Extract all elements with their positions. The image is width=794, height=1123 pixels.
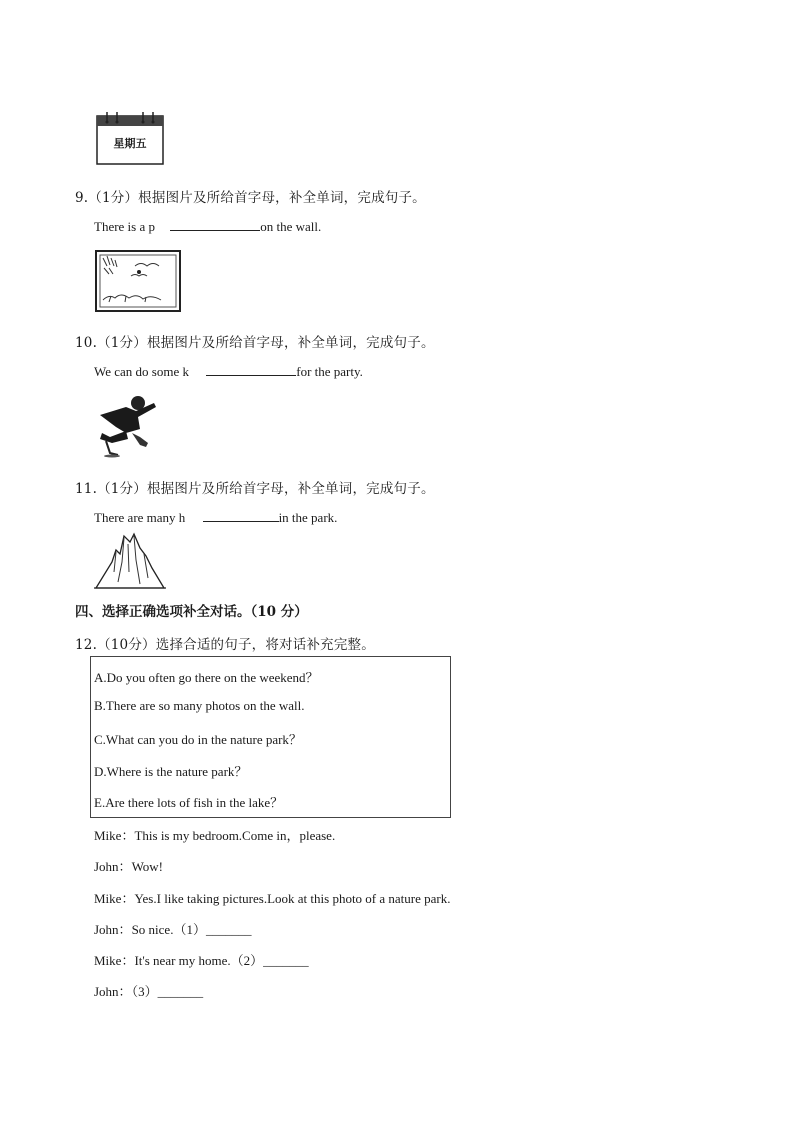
option-b: B.There are so many photos on the wall.	[94, 698, 305, 713]
dialogue-speaker: John：	[94, 922, 132, 937]
dialogue-line	[94, 950, 309, 969]
question-9-blank[interactable]	[170, 218, 260, 231]
question-11-sentence-end: in the park.	[278, 510, 338, 525]
dialogue-text: Yes.I like taking pictures.Look at this photo of a nature park.	[134, 891, 451, 906]
question-9-sentence-end: on the wall.	[260, 219, 322, 234]
question-10-sentence-end: for the party.	[296, 364, 363, 379]
question-9-sentence	[94, 218, 321, 235]
picture-painting	[95, 250, 181, 312]
hills-icon	[94, 532, 166, 590]
dialogue-line	[94, 856, 163, 875]
painting-icon	[95, 250, 181, 312]
question-11-sentence	[94, 509, 337, 526]
options-box	[90, 656, 451, 818]
kungfu-icon	[96, 393, 158, 459]
question-12-title: 12.（10分）选择合适的句子，将对话补充完整。	[75, 637, 375, 653]
dialogue-text[interactable]: So nice.（1）_______	[131, 922, 252, 937]
dialogue-line	[94, 825, 335, 844]
dialogue-speaker: John：	[94, 984, 132, 999]
question-9-title: 9.（1分）根据图片及所给首字母，补全单词，完成句子。	[75, 190, 426, 206]
picture-hills	[94, 532, 166, 590]
question-10-blank[interactable]	[206, 363, 296, 376]
calendar-picture	[95, 110, 165, 166]
dialogue-speaker: Mike：	[94, 891, 135, 906]
dialogue-speaker: Mike：	[94, 953, 135, 968]
dialogue-line	[94, 919, 251, 938]
option-c: C.What can you do in the nature park？	[94, 732, 302, 747]
dialogue-text[interactable]: It's near my home.（2）_______	[134, 953, 309, 968]
dialogue-speaker: Mike：	[94, 828, 135, 843]
question-10-sentence-start: We can do some k	[94, 364, 189, 379]
dialogue-speaker: John：	[94, 859, 132, 874]
picture-kungfu	[96, 393, 158, 459]
question-11-title: 11.（1分）根据图片及所给首字母，补全单词，完成句子。	[75, 481, 435, 497]
question-9-sentence-start: There is a p	[94, 219, 156, 234]
option-d: D.Where is the nature park？	[94, 764, 248, 779]
dialogue-line	[94, 888, 450, 907]
question-11-blank[interactable]	[203, 509, 279, 522]
calendar-text: 星期五	[113, 137, 147, 150]
dialogue-text: This is my bedroom.Come in，please.	[134, 828, 336, 843]
dialogue-line	[94, 981, 203, 1000]
option-a: A.Do you often go there on the weekend？	[94, 670, 319, 685]
question-10-title: 10.（1分）根据图片及所给首字母，补全单词，完成句子。	[75, 335, 435, 351]
dialogue-text[interactable]: （3）_______	[131, 984, 204, 999]
option-e: E.Are there lots of fish in the lake？	[94, 795, 284, 810]
section-4-heading: 四、选择正确选项补全对话。（10 分）	[75, 604, 308, 620]
question-11-sentence-start: There are many h	[94, 510, 186, 525]
dialogue-text: Wow!	[131, 859, 164, 874]
question-10-sentence	[94, 363, 363, 380]
